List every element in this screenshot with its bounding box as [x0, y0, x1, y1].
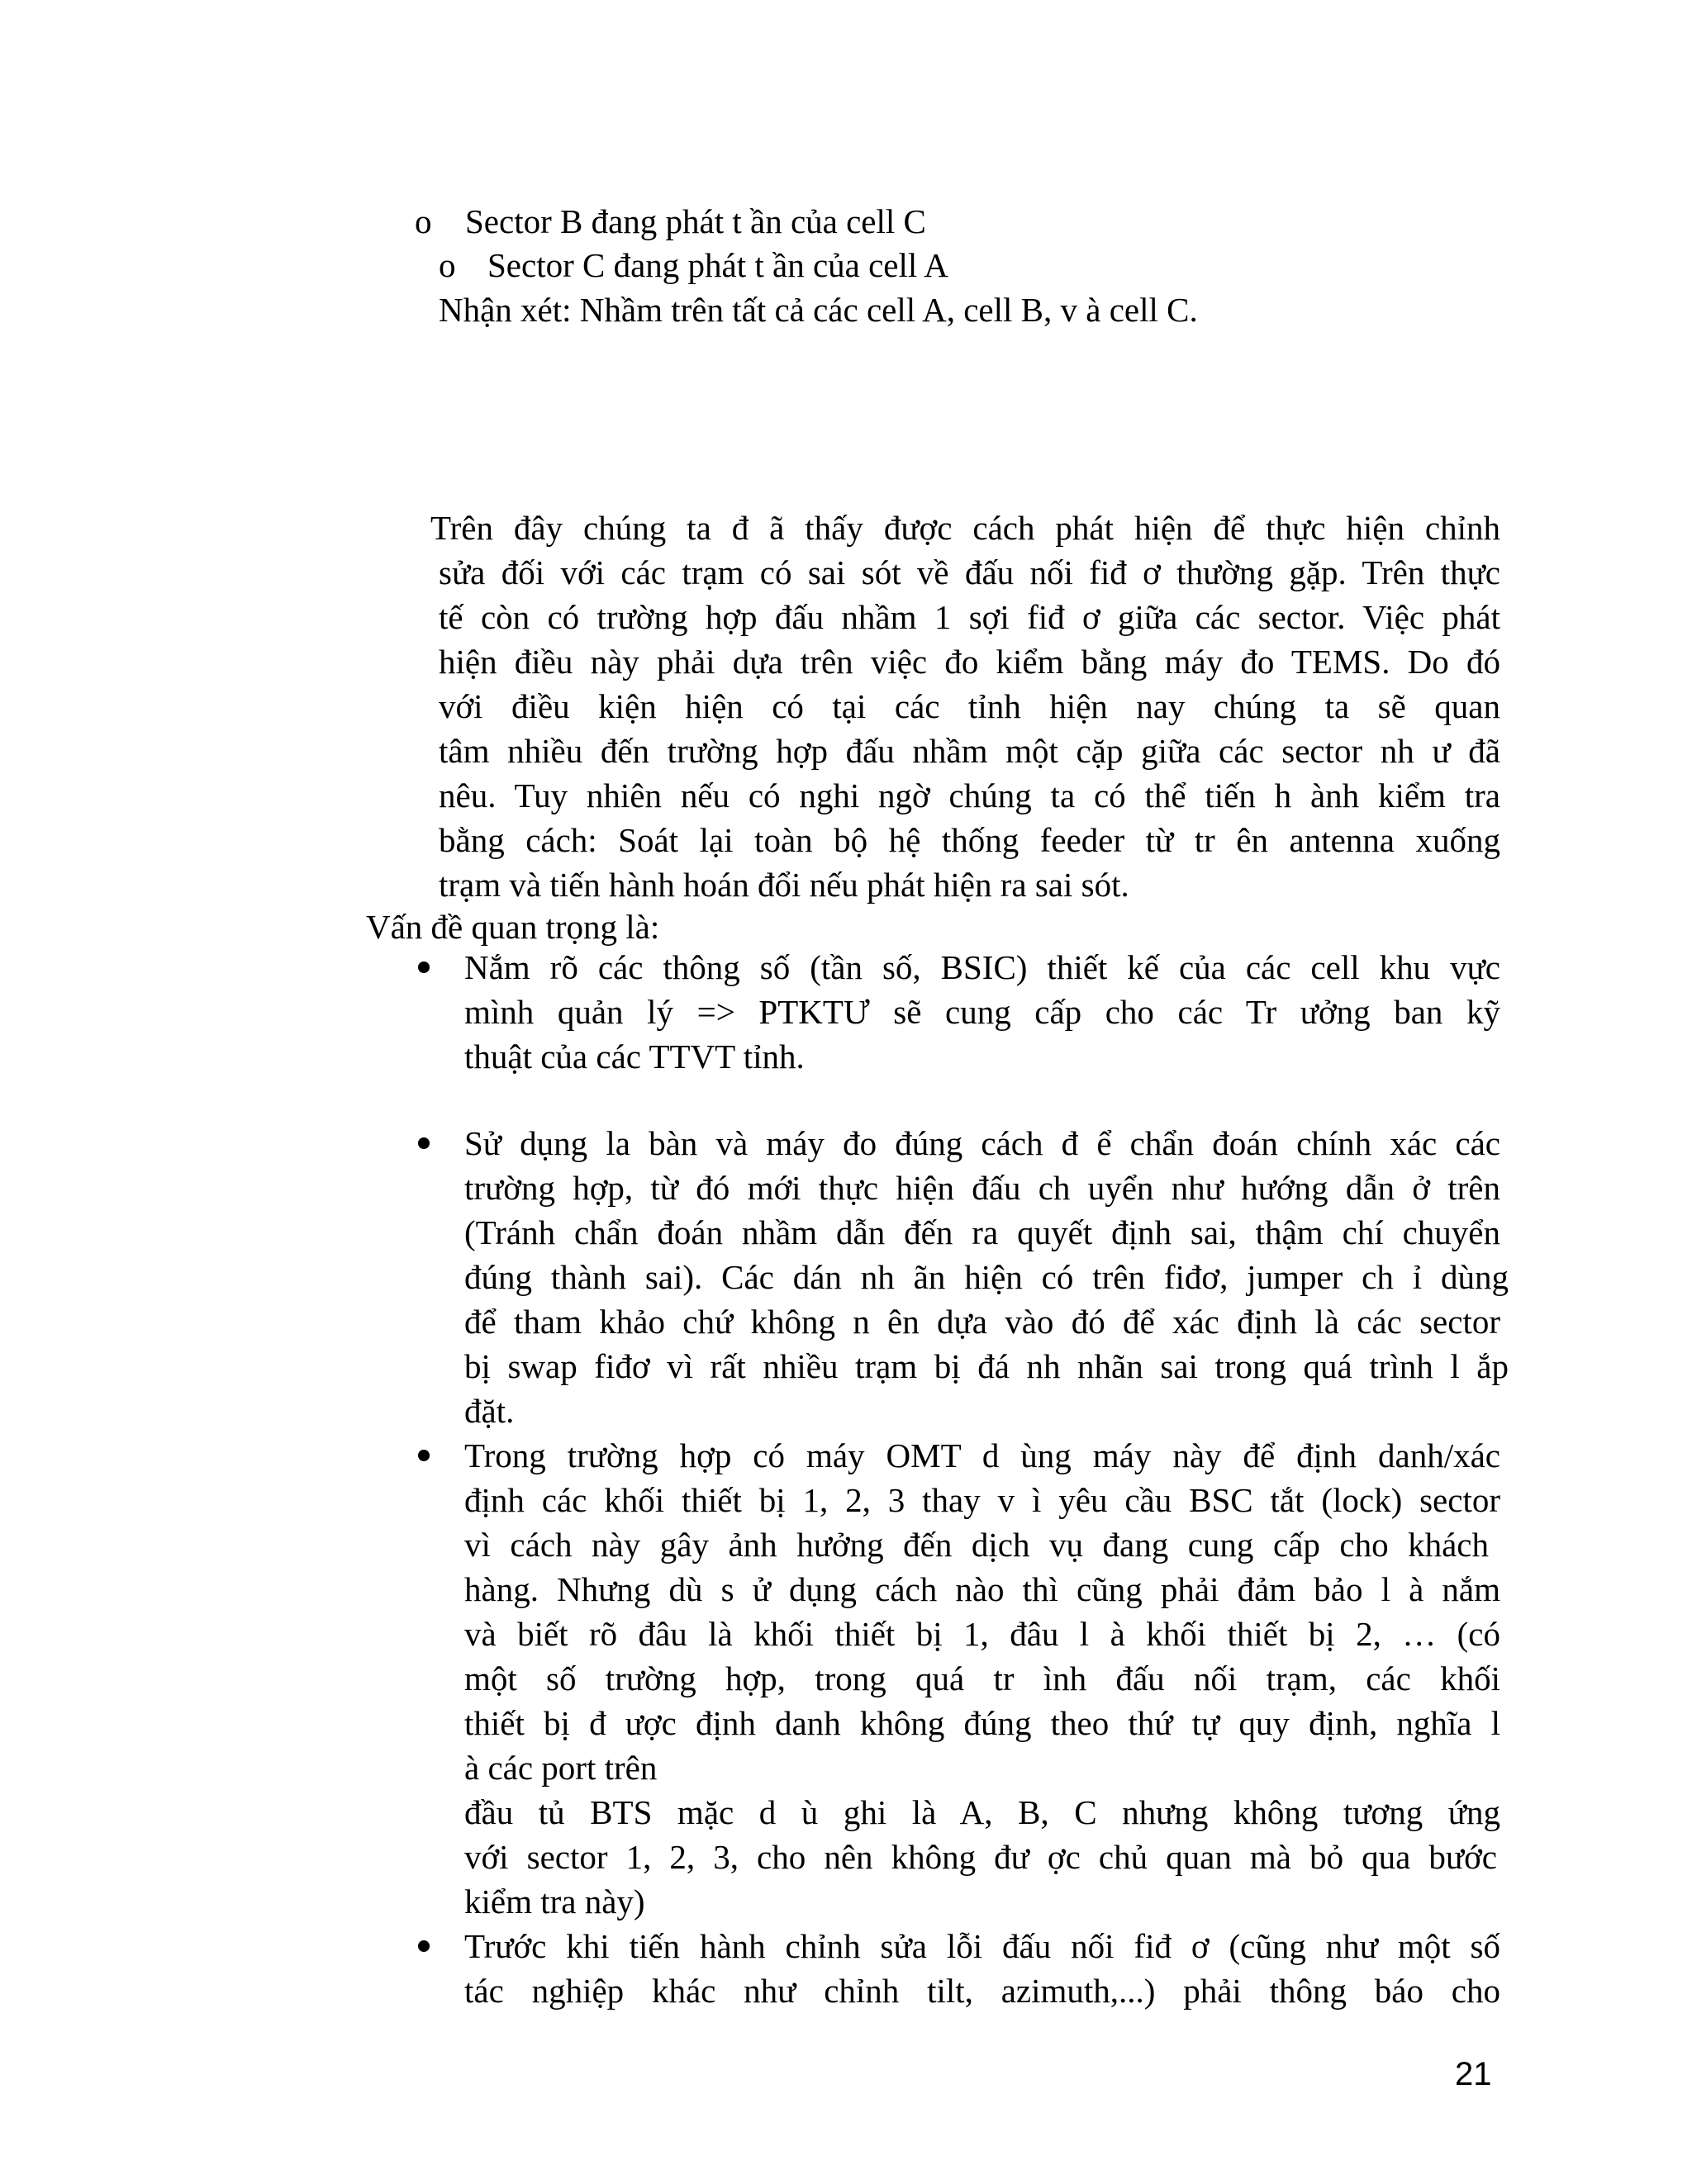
- bullet-line: mình quản lý => PTKTƯ sẽ cung cấp cho các Tr ưởng ban kỹ: [464, 993, 1500, 1031]
- list-item: Sector B đang phát t ần của cell C: [465, 202, 926, 240]
- bullet-line: à các port trên: [464, 1749, 658, 1787]
- paragraph-line: bằng cách: Soát lại toàn bộ hệ thống feeder từ tr ên antenna xuống: [439, 821, 1500, 859]
- bullet-line: đúng thành sai). Các dán nh ãn hiện có trên fiđơ, jumper ch ỉ dùng: [464, 1258, 1509, 1296]
- bullet-line: tác nghiệp khác như chỉnh tilt, azimuth,...) phải thông báo cho: [464, 1972, 1500, 2010]
- bullet-line: kiểm tra này): [464, 1883, 645, 1920]
- bullet-line: vì cách này gây ảnh hưởng đến dịch vụ đang cung cấp cho khách: [464, 1526, 1489, 1564]
- list-item: Sector C đang phát t ần của cell A: [487, 246, 948, 284]
- bullet-line: một số trường hợp, trong quá tr ình đấu nối trạm, các khối: [464, 1659, 1500, 1697]
- paragraph-line: nêu. Tuy nhiên nếu có nghi ngờ chúng ta có thể tiến h ành kiểm tra: [439, 776, 1500, 814]
- paragraph-line: tế còn có trường hợp đấu nhầm 1 sợi fiđ ơ giữa các sector. Việc phát: [439, 598, 1500, 636]
- paragraph-line: với điều kiện hiện có tại các tỉnh hiện nay chúng ta sẽ quan: [439, 687, 1500, 725]
- paragraph-line: sửa đối với các trạm có sai sót về đấu nối fiđ ơ thường gặp. Trên thực: [439, 553, 1500, 591]
- paragraph-line: hiện điều này phải dựa trên việc đo kiểm bằng máy đo TEMS. Do đó: [439, 643, 1500, 681]
- list-marker: o: [415, 202, 432, 240]
- bullet-line: bị swap fiđơ vì rất nhiều trạm bị đá nh nhãn sai trong quá trình l ắp: [464, 1347, 1509, 1385]
- bullet-line: Trước khi tiến hành chỉnh sửa lỗi đấu nối fiđ ơ (cũng như một số: [464, 1927, 1500, 1965]
- bullet-dot-icon: [418, 1940, 430, 1952]
- bullet-dot-icon: [418, 1450, 430, 1461]
- bullet-line: với sector 1, 2, 3, cho nên không đư ợc chủ quan mà bỏ qua bước: [464, 1838, 1497, 1876]
- bullet-line: Nắm rõ các thông số (tần số, BSIC) thiết kế của các cell khu vực: [464, 948, 1500, 986]
- bullet-line: thuật của các TTVT tỉnh.: [464, 1037, 805, 1075]
- bullet-line: đặt.: [464, 1392, 515, 1430]
- section-heading: Vấn đề quan trọng là:: [366, 908, 660, 946]
- bullet-line: hàng. Nhưng dù s ử dụng cách nào thì cũng phải đảm bảo l à nắm: [464, 1570, 1500, 1608]
- bullet-line: (Tránh chẩn đoán nhầm dẫn đến ra quyết định sai, thậm chí chuyển: [464, 1213, 1500, 1251]
- list-marker: o: [439, 246, 456, 284]
- bullet-line: trường hợp, từ đó mới thực hiện đấu ch uyển như hướng dẫn ở trên: [464, 1169, 1500, 1207]
- bullet-line: định các khối thiết bị 1, 2, 3 thay v ì yêu cầu BSC tắt (lock) sector: [464, 1481, 1500, 1519]
- bullet-line: đầu tủ BTS mặc d ù ghi là A, B, C nhưng không tương ứng: [464, 1793, 1500, 1831]
- bullet-dot-icon: [418, 961, 430, 973]
- paragraph-line: Trên đây chúng ta đ ã thấy được cách phát hiện để thực hiện chỉnh: [430, 509, 1500, 547]
- page-number: 21: [1455, 2056, 1492, 2092]
- bullet-line: Trong trường hợp có máy OMT d ùng máy này để định danh/xác: [464, 1436, 1500, 1474]
- remark-text: Nhận xét: Nhầm trên tất cả các cell A, cell B, v à cell C.: [439, 291, 1198, 329]
- bullet-dot-icon: [418, 1137, 430, 1149]
- paragraph-line: trạm và tiến hành hoán đổi nếu phát hiện ra sai sót.: [439, 866, 1129, 904]
- bullet-line: và biết rõ đâu là khối thiết bị 1, đâu l à khối thiết bị 2, … (có: [464, 1615, 1500, 1653]
- bullet-line: thiết bị đ ược định danh không đúng theo thứ tự quy định, nghĩa l: [464, 1704, 1500, 1742]
- bullet-line: để tham khảo chứ không n ên dựa vào đó để xác định là các sector: [464, 1303, 1500, 1341]
- bullet-line: Sử dụng la bàn và máy đo đúng cách đ ể chẩn đoán chính xác các: [464, 1124, 1500, 1162]
- paragraph-line: tâm nhiều đến trường hợp đấu nhầm một cặp giữa các sector nh ư đã: [439, 732, 1500, 770]
